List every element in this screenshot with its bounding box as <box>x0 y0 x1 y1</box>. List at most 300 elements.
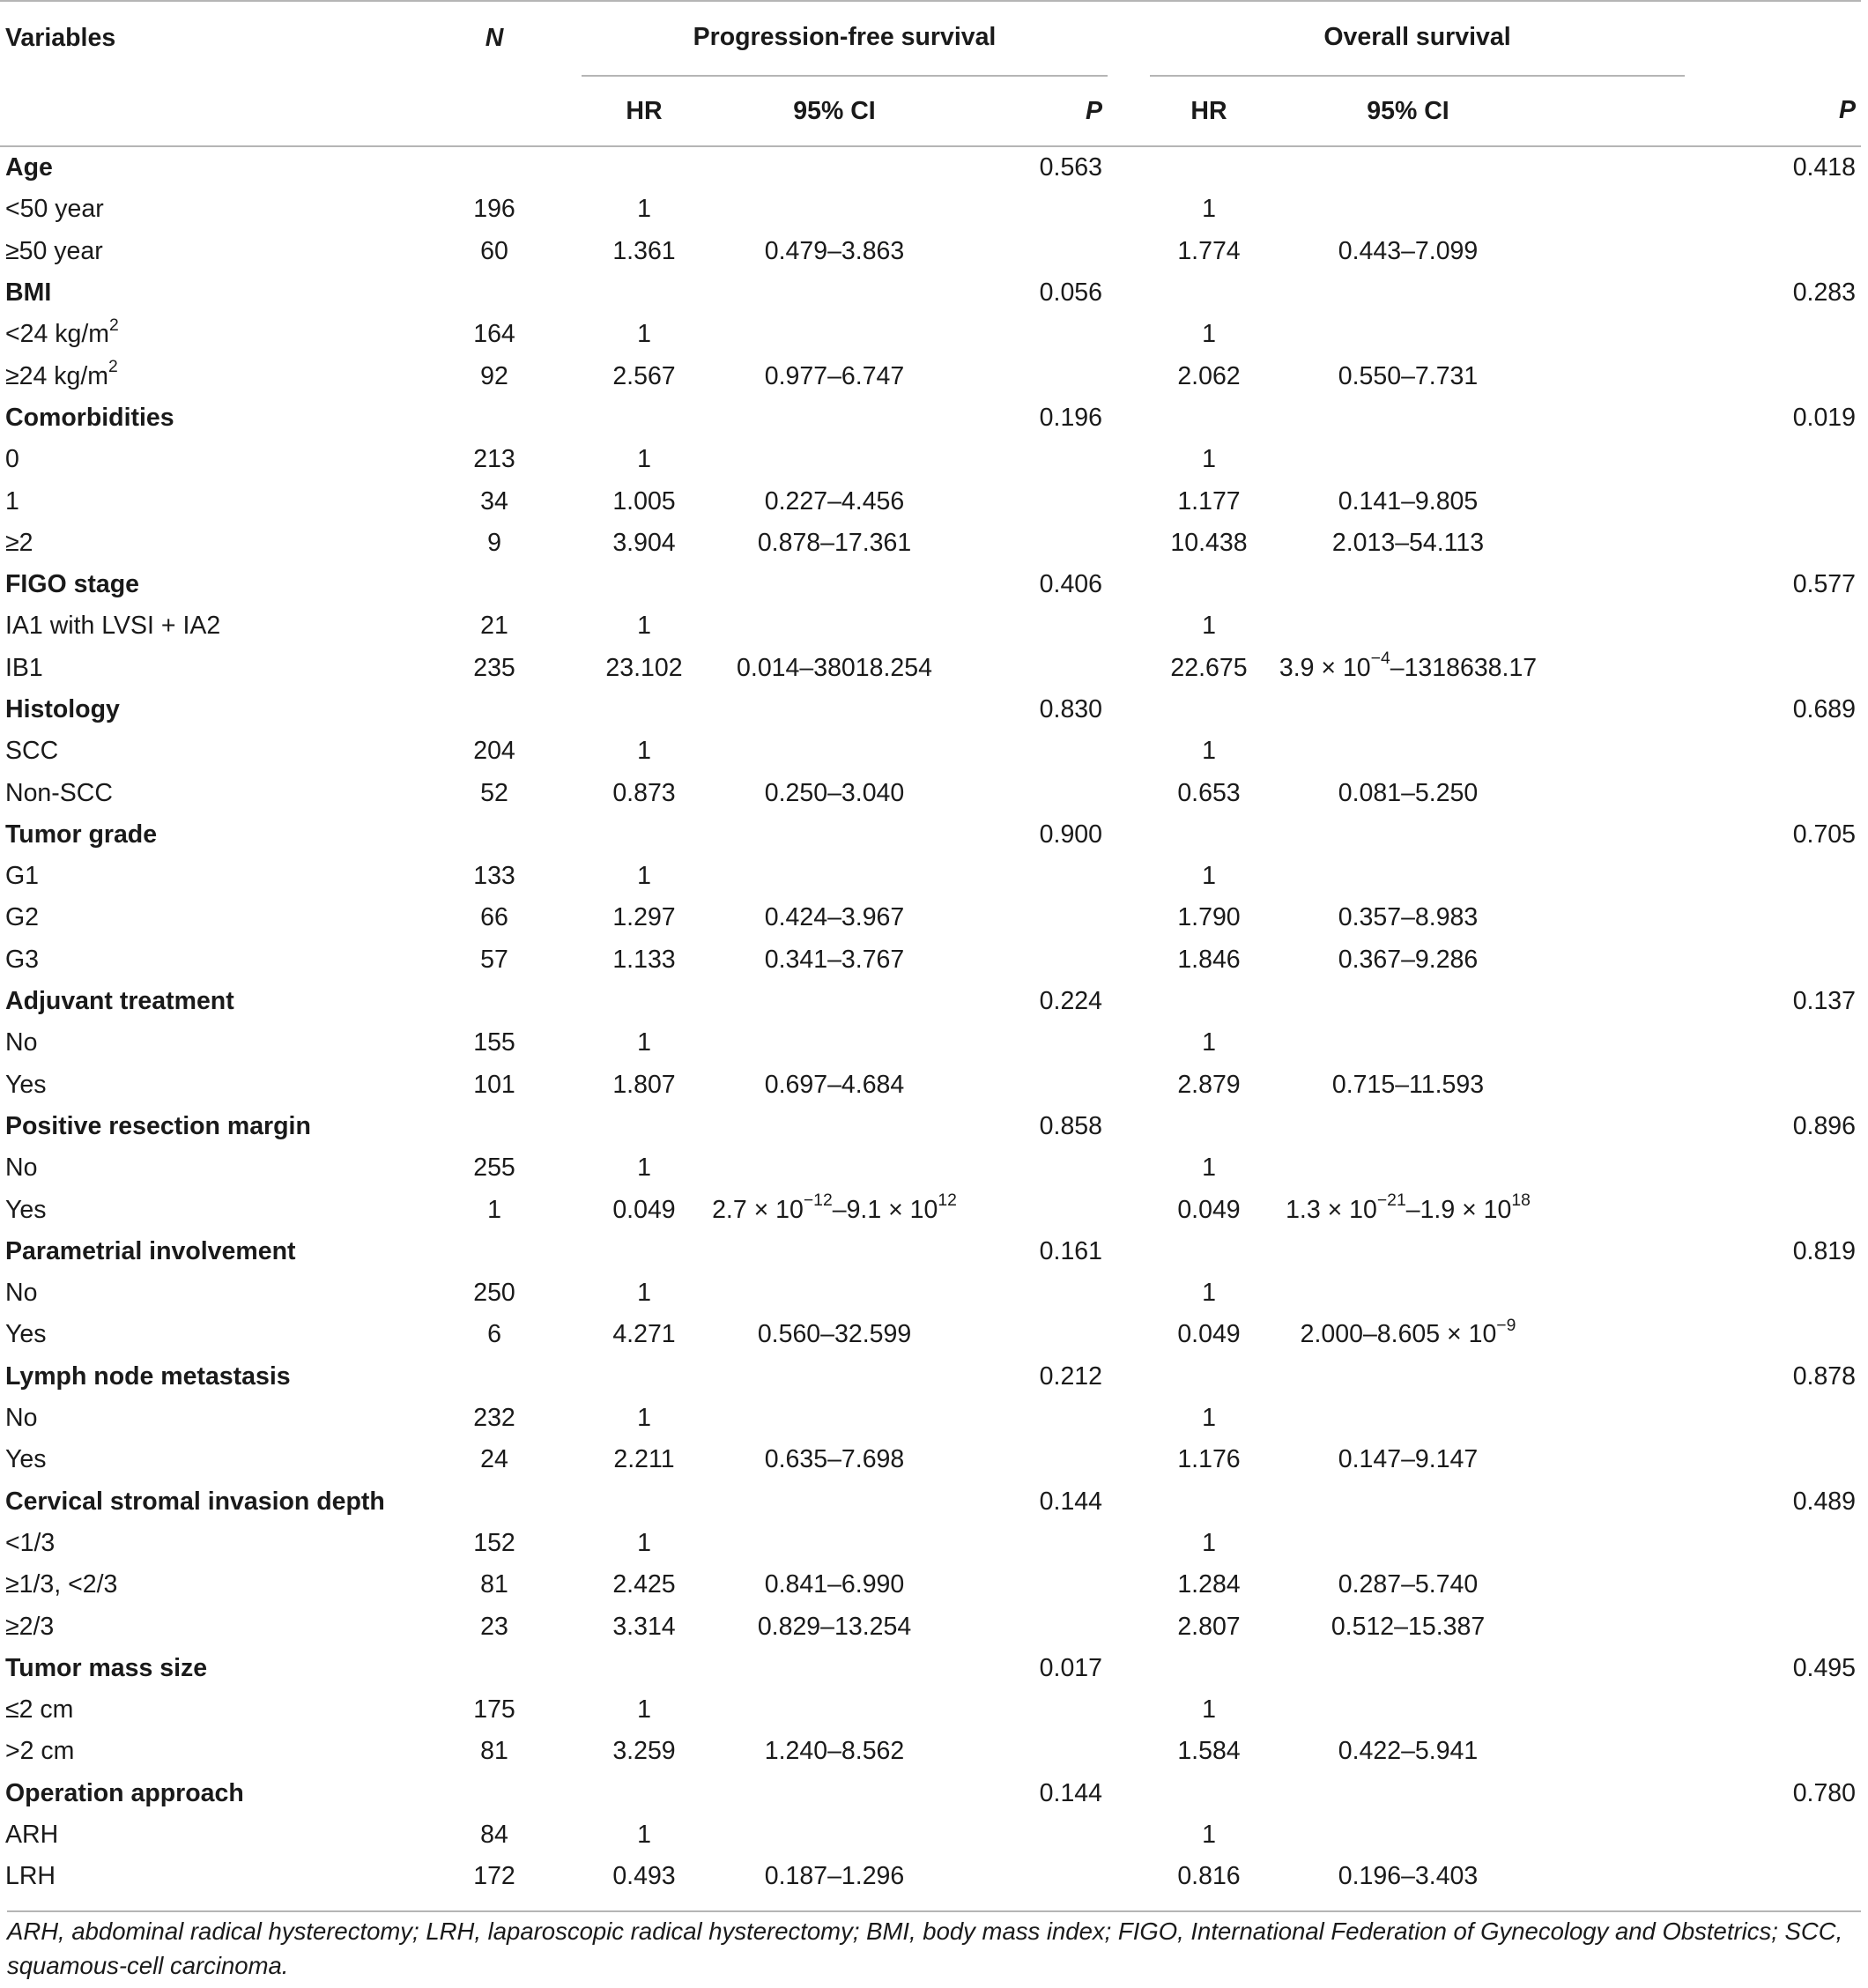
pfs-ci: 0.341–3.767 <box>764 945 905 974</box>
empty-cell <box>1268 1106 1548 1147</box>
table-group-row <box>0 1231 1861 1272</box>
empty-cell <box>539 231 582 272</box>
pfs-p-value: 0.900 <box>1039 820 1102 849</box>
empty-cell <box>449 146 539 189</box>
variable-label <box>0 1398 449 1439</box>
empty-cell <box>962 1147 1108 1189</box>
empty-cell <box>1108 939 1150 981</box>
os-ci: 0.141–9.805 <box>1338 486 1479 516</box>
os-hr: 1.790 <box>1177 903 1241 932</box>
header-n: N <box>485 23 504 52</box>
empty-cell <box>962 1731 1108 1772</box>
empty-cell <box>539 480 582 522</box>
variable-label <box>0 1314 449 1355</box>
empty-cell <box>707 146 962 189</box>
os-p-value: 0.418 <box>1792 153 1857 182</box>
empty-cell <box>1108 1856 1150 1897</box>
variable-label-text: Yes <box>5 1320 47 1349</box>
variable-label-text: IB1 <box>5 653 43 682</box>
empty-cell <box>1268 397 1548 439</box>
empty-cell <box>1268 1481 1548 1523</box>
empty-cell <box>582 1481 707 1523</box>
variable-label <box>0 1064 449 1106</box>
variable-label <box>0 523 449 564</box>
variable-label-text: <1/3 <box>5 1528 56 1557</box>
empty-cell <box>1108 772 1150 813</box>
empty-cell <box>1548 1564 1685 1606</box>
table-row <box>0 1439 1861 1480</box>
empty-cell <box>1548 897 1685 938</box>
variable-label-text: <50 year <box>5 195 104 224</box>
empty-cell <box>1548 1147 1685 1189</box>
pfs-p-value: 0.017 <box>1039 1653 1102 1682</box>
variable-label <box>0 189 449 230</box>
os-ci: 0.512–15.387 <box>1331 1612 1486 1641</box>
table-row <box>0 439 1861 480</box>
table-row <box>0 1398 1861 1439</box>
variable-label-text: G1 <box>5 862 40 891</box>
empty-cell <box>1150 146 1268 189</box>
os-hr: 1 <box>1202 862 1216 891</box>
pfs-ci <box>707 314 962 355</box>
variable-label <box>0 731 449 772</box>
pfs-p-value: 0.056 <box>1039 278 1102 308</box>
empty-cell <box>539 1856 582 1897</box>
n-value: 6 <box>487 1320 501 1349</box>
pfs-hr: 1 <box>637 612 651 641</box>
variable-label-text: ≤2 cm <box>5 1695 74 1725</box>
os-ci <box>1268 1022 1548 1064</box>
empty-cell <box>582 272 707 314</box>
empty-cell <box>1548 1481 1685 1523</box>
pfs-hr: 1.005 <box>612 486 676 516</box>
empty-cell <box>707 814 962 856</box>
n-value: 60 <box>480 236 508 265</box>
pfs-hr: 3.904 <box>612 528 676 557</box>
empty-cell <box>1548 856 1685 897</box>
empty-cell <box>1548 1272 1685 1314</box>
empty-cell <box>1548 1523 1685 1564</box>
pfs-hr: 2.567 <box>612 361 676 390</box>
empty-cell <box>1108 480 1150 522</box>
pfs-hr: 1.361 <box>612 236 676 265</box>
os-hr: 1 <box>1202 445 1216 474</box>
n-value: 23 <box>480 1612 508 1641</box>
variable-label <box>0 772 449 813</box>
empty-cell <box>1548 1106 1685 1147</box>
empty-cell <box>1548 272 1685 314</box>
empty-cell <box>1685 772 1861 813</box>
header-os-p: P <box>1839 96 1857 124</box>
os-hr: 1 <box>1202 320 1216 349</box>
empty-cell <box>449 689 539 731</box>
empty-cell <box>1548 1689 1685 1731</box>
variable-label-text: Yes <box>5 1070 47 1099</box>
empty-cell <box>449 1481 539 1523</box>
empty-cell <box>1548 1814 1685 1856</box>
empty-cell <box>1548 981 1685 1022</box>
pfs-hr: 1 <box>637 1028 651 1057</box>
os-p-value: 0.780 <box>1792 1778 1857 1807</box>
empty-cell <box>1108 1773 1150 1814</box>
n-value: 84 <box>480 1821 508 1850</box>
empty-cell <box>962 939 1108 981</box>
empty-cell <box>539 355 582 397</box>
os-hr: 0.049 <box>1177 1195 1241 1224</box>
pfs-ci: 0.697–4.684 <box>764 1070 905 1099</box>
os-hr: 1.177 <box>1177 486 1241 516</box>
empty-cell <box>1685 480 1861 522</box>
pfs-p-value: 0.830 <box>1039 695 1102 723</box>
table-row <box>0 1814 1861 1856</box>
variable-label-text: G3 <box>5 945 40 974</box>
variable-label-text: Yes <box>5 1445 47 1474</box>
ci-exponent: −21 <box>1376 1191 1406 1211</box>
os-p-value: 0.019 <box>1792 403 1857 432</box>
pfs-ci: 0.250–3.040 <box>764 778 905 807</box>
empty-cell <box>1108 1731 1150 1772</box>
empty-cell <box>539 772 582 813</box>
variable-group-label: Comorbidities <box>5 403 174 432</box>
pfs-ci: 0.878–17.361 <box>757 528 912 557</box>
empty-cell <box>1548 146 1685 189</box>
empty-cell <box>1685 1439 1861 1480</box>
table-row <box>0 1689 1861 1731</box>
empty-cell <box>1150 397 1268 439</box>
pfs-hr: 1 <box>637 1695 651 1725</box>
table-row <box>0 523 1861 564</box>
header-pfs-p: P <box>1085 96 1102 125</box>
pfs-ci <box>707 1022 962 1064</box>
variable-group-label: Operation approach <box>5 1778 244 1807</box>
empty-cell <box>1548 355 1685 397</box>
empty-cell <box>707 689 962 731</box>
pfs-ci: 0.635–7.698 <box>764 1445 905 1474</box>
empty-cell <box>449 272 539 314</box>
n-value: 9 <box>487 528 501 557</box>
variable-label-text: SCC <box>5 737 59 766</box>
variable-label <box>0 1523 449 1564</box>
empty-cell <box>1150 1356 1268 1398</box>
table-row <box>0 355 1861 397</box>
n-value: 1 <box>487 1195 501 1224</box>
empty-cell <box>449 1231 539 1272</box>
empty-cell <box>539 1231 582 1272</box>
variable-label-text: <24 kg/m <box>5 320 110 349</box>
label-superscript: 2 <box>109 315 119 335</box>
empty-cell <box>539 523 582 564</box>
empty-cell <box>1108 1689 1150 1731</box>
variable-label-text: ≥2/3 <box>5 1612 55 1641</box>
pfs-ci <box>707 439 962 480</box>
empty-cell <box>449 397 539 439</box>
os-p-value: 0.878 <box>1792 1361 1857 1391</box>
os-ci <box>1268 731 1548 772</box>
empty-cell <box>449 1773 539 1814</box>
table-row <box>0 1314 1861 1355</box>
empty-cell <box>1685 231 1861 272</box>
table-row <box>0 731 1861 772</box>
empty-cell <box>1685 1064 1861 1106</box>
empty-cell <box>1685 1022 1861 1064</box>
empty-cell <box>539 1689 582 1731</box>
os-p-value: 0.819 <box>1792 1236 1857 1265</box>
empty-cell <box>539 814 582 856</box>
os-ci <box>1268 1398 1548 1439</box>
os-ci <box>1268 1689 1548 1731</box>
os-hr: 1.846 <box>1177 945 1241 974</box>
pfs-p-value: 0.144 <box>1039 1487 1102 1516</box>
table-row <box>0 480 1861 522</box>
empty-cell <box>539 272 582 314</box>
variable-label <box>0 439 449 480</box>
empty-cell <box>962 648 1108 689</box>
empty-cell <box>539 939 582 981</box>
empty-cell <box>962 1856 1108 1897</box>
empty-cell <box>1108 189 1150 230</box>
empty-cell <box>1108 1356 1150 1398</box>
os-ci <box>1268 1814 1548 1856</box>
empty-cell <box>1150 272 1268 314</box>
variable-label <box>0 1564 449 1606</box>
variable-label <box>0 1606 449 1647</box>
empty-cell <box>1548 564 1685 605</box>
empty-cell <box>1685 1564 1861 1606</box>
variable-label <box>0 1189 449 1230</box>
os-ci <box>1268 1272 1548 1314</box>
os-p-value: 0.495 <box>1792 1653 1857 1682</box>
empty-cell <box>1108 1606 1150 1647</box>
empty-cell <box>582 1356 707 1398</box>
variable-label <box>0 1022 449 1064</box>
pfs-p-value: 0.224 <box>1039 987 1102 1016</box>
os-hr: 2.062 <box>1177 361 1241 390</box>
n-value: 92 <box>480 361 508 390</box>
table-row <box>0 939 1861 981</box>
os-ci <box>1268 605 1548 647</box>
os-hr: 2.807 <box>1177 1612 1241 1641</box>
empty-cell <box>539 897 582 938</box>
empty-cell <box>962 856 1108 897</box>
empty-cell <box>539 1106 582 1147</box>
os-hr: 1.774 <box>1177 236 1241 265</box>
os-ci: 0.715–11.593 <box>1331 1070 1485 1099</box>
header-pfs-hr: HR <box>626 96 663 125</box>
pfs-p-value: 0.406 <box>1039 570 1102 599</box>
empty-cell <box>539 1189 582 1230</box>
empty-cell <box>1108 689 1150 731</box>
empty-cell <box>1150 1106 1268 1147</box>
empty-cell <box>539 189 582 230</box>
n-value: 57 <box>480 945 508 974</box>
os-hr: 10.438 <box>1170 528 1248 557</box>
os-hr: 1.584 <box>1177 1737 1241 1766</box>
table-row <box>0 897 1861 938</box>
pfs-hr: 1 <box>637 1528 651 1557</box>
variable-label <box>0 480 449 522</box>
empty-cell <box>1268 981 1548 1022</box>
empty-cell <box>1108 439 1150 480</box>
empty-cell <box>1268 1648 1548 1689</box>
empty-cell <box>1150 564 1268 605</box>
pfs-ci: 0.977–6.747 <box>764 361 905 390</box>
variable-label-text: Yes <box>5 1195 47 1224</box>
empty-cell <box>1268 272 1548 314</box>
empty-cell <box>1548 231 1685 272</box>
empty-cell <box>1108 564 1150 605</box>
empty-cell <box>1548 1231 1685 1272</box>
empty-cell <box>707 981 962 1022</box>
table-group-row <box>0 146 1861 189</box>
pfs-hr: 1 <box>637 320 651 349</box>
empty-cell <box>1548 1314 1685 1355</box>
os-hr: 1.176 <box>1177 1445 1241 1474</box>
empty-cell <box>1268 1773 1548 1814</box>
empty-cell <box>1108 1564 1150 1606</box>
os-ci <box>1268 1189 1548 1230</box>
variable-label-text: ≥24 kg/m <box>5 361 109 390</box>
header-os: Overall survival <box>1150 1 1685 76</box>
empty-cell <box>1548 1398 1685 1439</box>
pfs-ci: 0.424–3.967 <box>764 903 905 932</box>
empty-cell <box>1548 772 1685 813</box>
empty-cell <box>539 605 582 647</box>
empty-cell <box>539 1398 582 1439</box>
empty-cell <box>1685 1523 1861 1564</box>
empty-cell <box>1268 146 1548 189</box>
n-value: 81 <box>480 1570 508 1599</box>
os-hr: 1 <box>1202 1695 1216 1725</box>
os-hr: 1 <box>1202 1404 1216 1433</box>
variable-label <box>0 1814 449 1856</box>
empty-cell <box>1685 1814 1861 1856</box>
table-group-row <box>0 1773 1861 1814</box>
pfs-ci: 0.187–1.296 <box>764 1862 905 1891</box>
variable-label <box>0 897 449 938</box>
variable-group-label: Parametrial involvement <box>5 1236 296 1265</box>
empty-cell <box>582 1231 707 1272</box>
empty-cell <box>962 1064 1108 1106</box>
table-row <box>0 231 1861 272</box>
empty-cell <box>1108 397 1150 439</box>
empty-cell <box>1685 939 1861 981</box>
empty-cell <box>582 981 707 1022</box>
empty-cell <box>1548 1064 1685 1106</box>
pfs-hr: 2.425 <box>612 1570 676 1599</box>
empty-cell <box>539 439 582 480</box>
os-ci <box>1268 1523 1548 1564</box>
pfs-hr: 3.259 <box>612 1737 676 1766</box>
os-hr: 1 <box>1202 1153 1216 1183</box>
pfs-ci: 0.829–13.254 <box>757 1612 912 1641</box>
os-ci <box>1268 856 1548 897</box>
pfs-ci <box>707 1272 962 1314</box>
variable-label-text: G2 <box>5 903 40 932</box>
os-hr: 0.816 <box>1177 1862 1241 1891</box>
pfs-ci <box>707 605 962 647</box>
pfs-hr: 1 <box>637 1404 651 1433</box>
n-value: 66 <box>480 903 508 932</box>
pfs-hr: 1 <box>637 195 651 224</box>
empty-cell <box>1108 1064 1150 1106</box>
empty-cell <box>707 1481 962 1523</box>
variable-label-text: No <box>5 1279 38 1308</box>
os-ci: 0.367–9.286 <box>1338 945 1479 974</box>
empty-cell <box>1548 1439 1685 1480</box>
label-superscript: 2 <box>108 357 118 377</box>
variable-label <box>0 648 449 689</box>
os-ci: 0.196–3.403 <box>1338 1862 1479 1891</box>
empty-cell <box>962 1689 1108 1731</box>
table-row <box>0 1064 1861 1106</box>
header-os-hr: HR <box>1190 96 1227 125</box>
os-ci <box>1268 1147 1548 1189</box>
empty-cell <box>1548 397 1685 439</box>
empty-cell <box>1268 1231 1548 1272</box>
empty-cell <box>1685 605 1861 647</box>
empty-cell <box>1268 564 1548 605</box>
empty-cell <box>1108 981 1150 1022</box>
pfs-hr: 1 <box>637 737 651 766</box>
empty-cell <box>539 1773 582 1814</box>
empty-cell <box>1685 648 1861 689</box>
pfs-hr: 1 <box>637 862 651 891</box>
empty-cell <box>539 1564 582 1606</box>
pfs-p-value: 0.196 <box>1039 403 1102 432</box>
table-row <box>0 314 1861 355</box>
ci-exponent: −4 <box>1370 649 1390 669</box>
empty-cell <box>707 1356 962 1398</box>
pfs-ci <box>707 1147 962 1189</box>
empty-cell <box>962 523 1108 564</box>
empty-cell <box>1108 1648 1150 1689</box>
pfs-ci <box>707 1814 962 1856</box>
empty-cell <box>962 1189 1108 1230</box>
pfs-ci <box>707 1398 962 1439</box>
n-value: 213 <box>473 445 515 474</box>
variable-label-text: Non-SCC <box>5 778 113 807</box>
empty-cell <box>449 564 539 605</box>
empty-cell <box>1108 1189 1150 1230</box>
variable-label <box>0 939 449 981</box>
empty-cell <box>1150 689 1268 731</box>
empty-cell <box>962 314 1108 355</box>
empty-cell <box>1108 648 1150 689</box>
table-row <box>0 1606 1861 1647</box>
empty-cell <box>1685 314 1861 355</box>
variable-group-label: BMI <box>5 278 52 308</box>
variable-group-label: FIGO stage <box>5 570 140 599</box>
os-p-value: 0.705 <box>1792 820 1857 849</box>
variable-group-label: Lymph node metastasis <box>5 1361 291 1391</box>
empty-cell <box>962 1606 1108 1647</box>
pfs-hr: 1.133 <box>612 945 676 974</box>
empty-cell <box>1685 856 1861 897</box>
empty-cell <box>539 1147 582 1189</box>
variable-label-text: ARH <box>5 1821 59 1850</box>
empty-cell <box>582 1773 707 1814</box>
ci-text: 1.3 × 10 <box>1286 1195 1377 1224</box>
ci-text: 2.7 × 10 <box>712 1195 804 1224</box>
os-hr: 1 <box>1202 1821 1216 1850</box>
empty-cell <box>1108 897 1150 938</box>
os-ci <box>1268 314 1548 355</box>
os-ci <box>1268 189 1548 230</box>
empty-cell <box>1685 731 1861 772</box>
os-hr: 0.049 <box>1177 1320 1241 1349</box>
pfs-hr: 1.297 <box>612 903 676 932</box>
empty-cell <box>1108 272 1150 314</box>
